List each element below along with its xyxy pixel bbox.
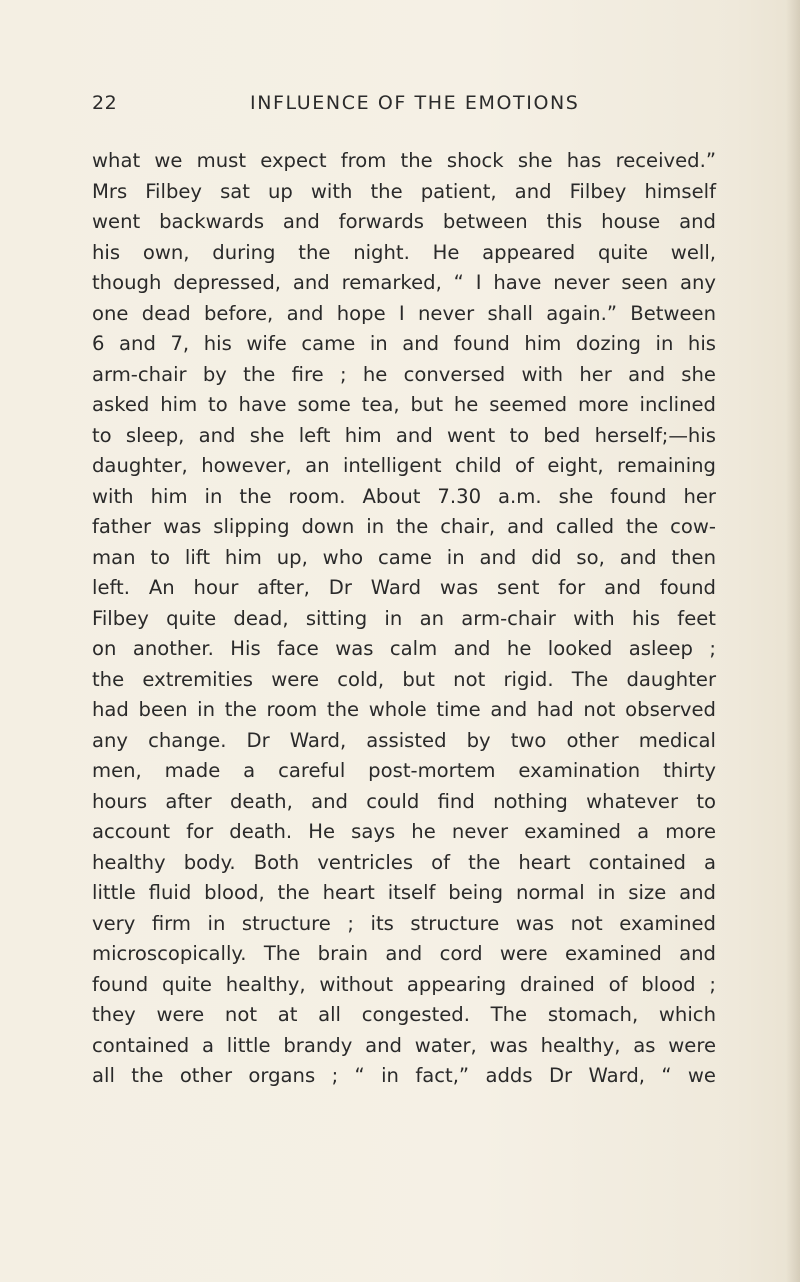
text-line: his own, during the night. He appeared quite well, (92, 240, 716, 264)
page-number: 22 (92, 92, 118, 114)
text-line: found quite healthy, without appearing drained of blood ; (92, 972, 716, 996)
text-line: left. An hour after, Dr Ward was sent for and found (92, 576, 716, 599)
text-line: men, made a careful post-mortem examination thirty (92, 759, 716, 782)
text-line: the extremities were cold, but not rigid. The daughter (92, 667, 716, 691)
text-line: arm-chair by the fire ; he conversed with her and she (92, 362, 716, 386)
text-line: hours after death, and could find nothing whatever to (92, 789, 716, 813)
text-line: all the other organs ; “ in fact,” adds Dr Ward, “ we (92, 1064, 716, 1087)
text-line: they were not at all congested. The stomach, which (92, 1003, 716, 1026)
text-line: to sleep, and she left him and went to bed herself;—his (92, 423, 716, 447)
text-line: Filbey quite dead, sitting in an arm-chair with his feet (92, 606, 716, 630)
text-line: went backwards and forwards between this house and (92, 210, 716, 233)
running-head: INFLUENCE OF THE EMOTIONS (250, 92, 580, 114)
text-line: with him in the room. About 7.30 a.m. she found her (92, 484, 716, 508)
text-line: very firm in structure ; its structure was not examined (92, 911, 716, 935)
text-line: Mrs Filbey sat up with the patient, and Filbey himself (92, 179, 716, 203)
page-header (92, 92, 712, 122)
text-line: father was slipping down in the chair, and called the cow- (92, 515, 716, 538)
text-line: one dead before, and hope I never shall again.” Between (92, 301, 716, 325)
text-line: though depressed, and remarked, “ I have never seen any (92, 271, 716, 294)
body-text (92, 146, 716, 1092)
page-edge-shadow (786, 0, 800, 1282)
text-line: little fluid blood, the heart itself being normal in size and (92, 881, 716, 904)
text-line: asked him to have some tea, but he seemed more inclined (92, 393, 716, 416)
text-line: man to lift him up, who came in and did so, and then (92, 545, 716, 569)
text-line: 6 and 7, his wife came in and found him dozing in his (92, 332, 716, 355)
text-line: on another. His face was calm and he looked asleep ; (92, 637, 716, 660)
text-line: microscopically. The brain and cord were examined and (92, 942, 716, 965)
text-line: any change. Dr Ward, assisted by two other medical (92, 728, 716, 752)
text-line: daughter, however, an intelligent child of eight, remaining (92, 454, 716, 477)
text-line: contained a little brandy and water, was healthy, as were (92, 1033, 716, 1057)
text-line: account for death. He says he never examined a more (92, 820, 716, 843)
text-line: healthy body. Both ventricles of the heart contained a (92, 850, 716, 874)
text-line: what we must expect from the shock she has received.” (92, 149, 716, 172)
text-line: had been in the room the whole time and had not observed (92, 698, 716, 721)
